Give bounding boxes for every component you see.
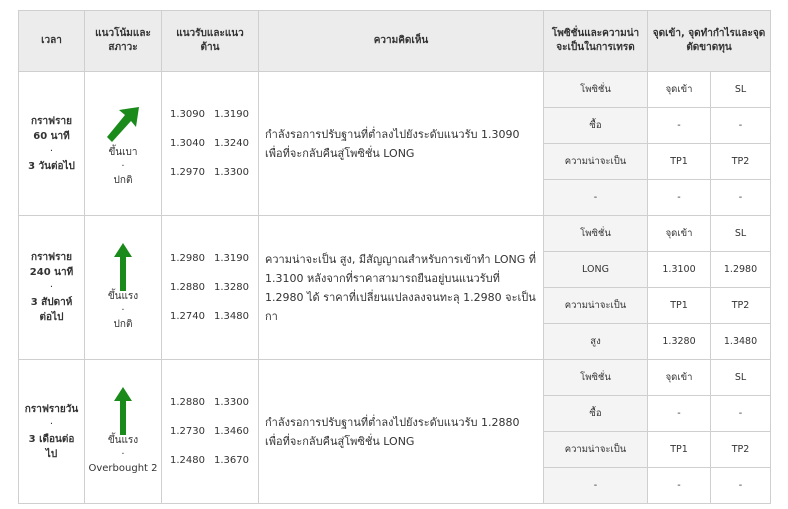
tp2-header: TP2 bbox=[711, 432, 771, 468]
table-row bbox=[19, 216, 771, 252]
probability-value: สูง bbox=[544, 324, 648, 360]
tp1-value: - bbox=[648, 468, 711, 504]
tp2-value: 1.3480 bbox=[711, 324, 771, 360]
timeframe-dot: · bbox=[49, 145, 54, 157]
timeframe-line: กราฟราย bbox=[31, 115, 72, 127]
resistance-level: 1.3300 bbox=[214, 397, 249, 408]
entry-header: จุดเข้า bbox=[648, 360, 711, 396]
entry-value: - bbox=[648, 396, 711, 432]
comment-cell: กำลังรอการปรับฐานที่ต่ำลงไปยังระดับแนวรับ 1.2880 เพื่อที่จะกลับคืนสู่โพซิชั่น LONG bbox=[259, 360, 544, 504]
trend-cell bbox=[85, 360, 162, 504]
entry-header: จุดเข้า bbox=[648, 72, 711, 108]
support-level: 1.2880 bbox=[170, 282, 205, 293]
resistance-level: 1.3280 bbox=[214, 282, 249, 293]
probability-header: ความน่าจะเป็น bbox=[544, 288, 648, 324]
trend-label: ขึ้นเบา bbox=[108, 146, 138, 158]
timeframe-line: 3 เดือนต่อ bbox=[28, 433, 75, 445]
comment-cell: กำลังรอการปรับฐานที่ต่ำลงไปยังระดับแนวรับ 1.3090 เพื่อที่จะกลับคืนสู่โพซิชั่น LONG bbox=[259, 72, 544, 216]
trend-state: Overbought 2 bbox=[88, 462, 158, 474]
probability-header: ความน่าจะเป็น bbox=[544, 432, 648, 468]
trend-cell bbox=[85, 216, 162, 360]
timeframe-cell bbox=[19, 72, 85, 216]
header-position: โพซิชั่นและความน่าจะเป็นในการเทรด bbox=[544, 11, 648, 72]
trend-state: ปกติ bbox=[113, 318, 133, 330]
resistance-level: 1.3480 bbox=[214, 311, 249, 322]
resistance-level: 1.3300 bbox=[214, 167, 249, 178]
timeframe-line: ต่อไป bbox=[39, 312, 64, 323]
position-header: โพซิชั่น bbox=[544, 216, 648, 252]
position-header: โพซิชั่น bbox=[544, 360, 648, 396]
tp2-header: TP2 bbox=[711, 288, 771, 324]
trend-cell bbox=[85, 72, 162, 216]
sl-header: SL bbox=[711, 360, 771, 396]
support-level: 1.2480 bbox=[170, 455, 205, 466]
support-level: 1.2730 bbox=[170, 426, 205, 437]
trend-dot: · bbox=[121, 448, 125, 460]
trend-dot: · bbox=[121, 304, 125, 316]
timeframe-line: กราฟราย bbox=[31, 252, 72, 263]
tp2-value: - bbox=[711, 468, 771, 504]
trend-arrow-up-icon bbox=[85, 244, 161, 290]
sl-header: SL bbox=[711, 72, 771, 108]
resistance-level: 1.3460 bbox=[214, 426, 249, 437]
resistance-level: 1.3190 bbox=[214, 109, 249, 120]
levels-cell bbox=[162, 360, 259, 504]
resistance-level: 1.3670 bbox=[214, 455, 249, 466]
timeframe-line: กราฟรายวัน bbox=[24, 403, 79, 415]
probability-value: - bbox=[544, 468, 648, 504]
header-comment: ความคิดเห็น bbox=[259, 11, 544, 72]
comment-cell: ความน่าจะเป็น สูง, มีสัญญาณสำหรับการเข้าทำ LONG ที่ 1.3100 หลังจากที่ราคาสามารถยืนอยู่บนแนวรับที่ 1.2980 ได้ ราคาที่เปลี่ยนแปลงลงจนทะลุ 1.2980 จะเป็นกา bbox=[259, 216, 544, 360]
sl-value: - bbox=[711, 108, 771, 144]
header-support-resistance: แนวรับและแนวต้าน bbox=[162, 11, 259, 72]
trend-arrow-up-icon bbox=[85, 388, 161, 434]
table-row bbox=[19, 72, 771, 108]
support-level: 1.3040 bbox=[170, 138, 205, 149]
timeframe-line: 3 วันต่อไป bbox=[28, 160, 75, 172]
resistance-level: 1.3240 bbox=[214, 138, 249, 149]
position-value: ซื้อ bbox=[544, 108, 648, 144]
timeframe-line: ไป bbox=[45, 448, 58, 460]
entry-value: - bbox=[648, 108, 711, 144]
probability-header: ความน่าจะเป็น bbox=[544, 144, 648, 180]
levels-cell bbox=[162, 72, 259, 216]
trend-arrow-diagonal-up-icon bbox=[85, 100, 161, 146]
timeframe-cell bbox=[19, 216, 85, 360]
header-row bbox=[19, 11, 771, 72]
tp2-header: TP2 bbox=[711, 144, 771, 180]
support-level: 1.2980 bbox=[170, 253, 205, 264]
entry-value: 1.3100 bbox=[648, 252, 711, 288]
sl-value: 1.2980 bbox=[711, 252, 771, 288]
table-row bbox=[19, 360, 771, 396]
tp1-header: TP1 bbox=[648, 432, 711, 468]
resistance-level: 1.3190 bbox=[214, 253, 249, 264]
trend-label: ขึ้นแรง bbox=[107, 290, 139, 302]
header-trend: แนวโน้มและสภาวะ bbox=[85, 11, 162, 72]
position-header: โพซิชั่น bbox=[544, 72, 648, 108]
timeframe-line: 60 นาที bbox=[33, 130, 70, 142]
trend-state: ปกติ bbox=[113, 174, 133, 186]
timeframe-line: 240 นาที bbox=[29, 267, 74, 278]
header-time: เวลา bbox=[19, 11, 85, 72]
forecast-table bbox=[18, 10, 771, 504]
timeframe-dot: · bbox=[49, 282, 54, 293]
tp1-value: - bbox=[648, 180, 711, 216]
sl-value: - bbox=[711, 396, 771, 432]
probability-value: - bbox=[544, 180, 648, 216]
header-entry-exit: จุดเข้า, จุดทำกำไรและจุดตัดขาดทุน bbox=[648, 11, 771, 72]
support-level: 1.2740 bbox=[170, 311, 205, 322]
trend-dot: · bbox=[121, 160, 125, 172]
tp2-value: - bbox=[711, 180, 771, 216]
position-value: ซื้อ bbox=[544, 396, 648, 432]
trend-label: ขึ้นแรง bbox=[107, 434, 139, 446]
position-value: LONG bbox=[544, 252, 648, 288]
sl-header: SL bbox=[711, 216, 771, 252]
entry-header: จุดเข้า bbox=[648, 216, 711, 252]
levels-cell bbox=[162, 216, 259, 360]
tp1-header: TP1 bbox=[648, 144, 711, 180]
timeframe-line: 3 สัปดาห์ bbox=[30, 297, 73, 308]
support-level: 1.3090 bbox=[170, 109, 205, 120]
tp1-header: TP1 bbox=[648, 288, 711, 324]
timeframe-cell bbox=[19, 360, 85, 504]
tp1-value: 1.3280 bbox=[648, 324, 711, 360]
support-level: 1.2970 bbox=[170, 167, 205, 178]
support-level: 1.2880 bbox=[170, 397, 205, 408]
timeframe-dot: · bbox=[49, 418, 54, 430]
